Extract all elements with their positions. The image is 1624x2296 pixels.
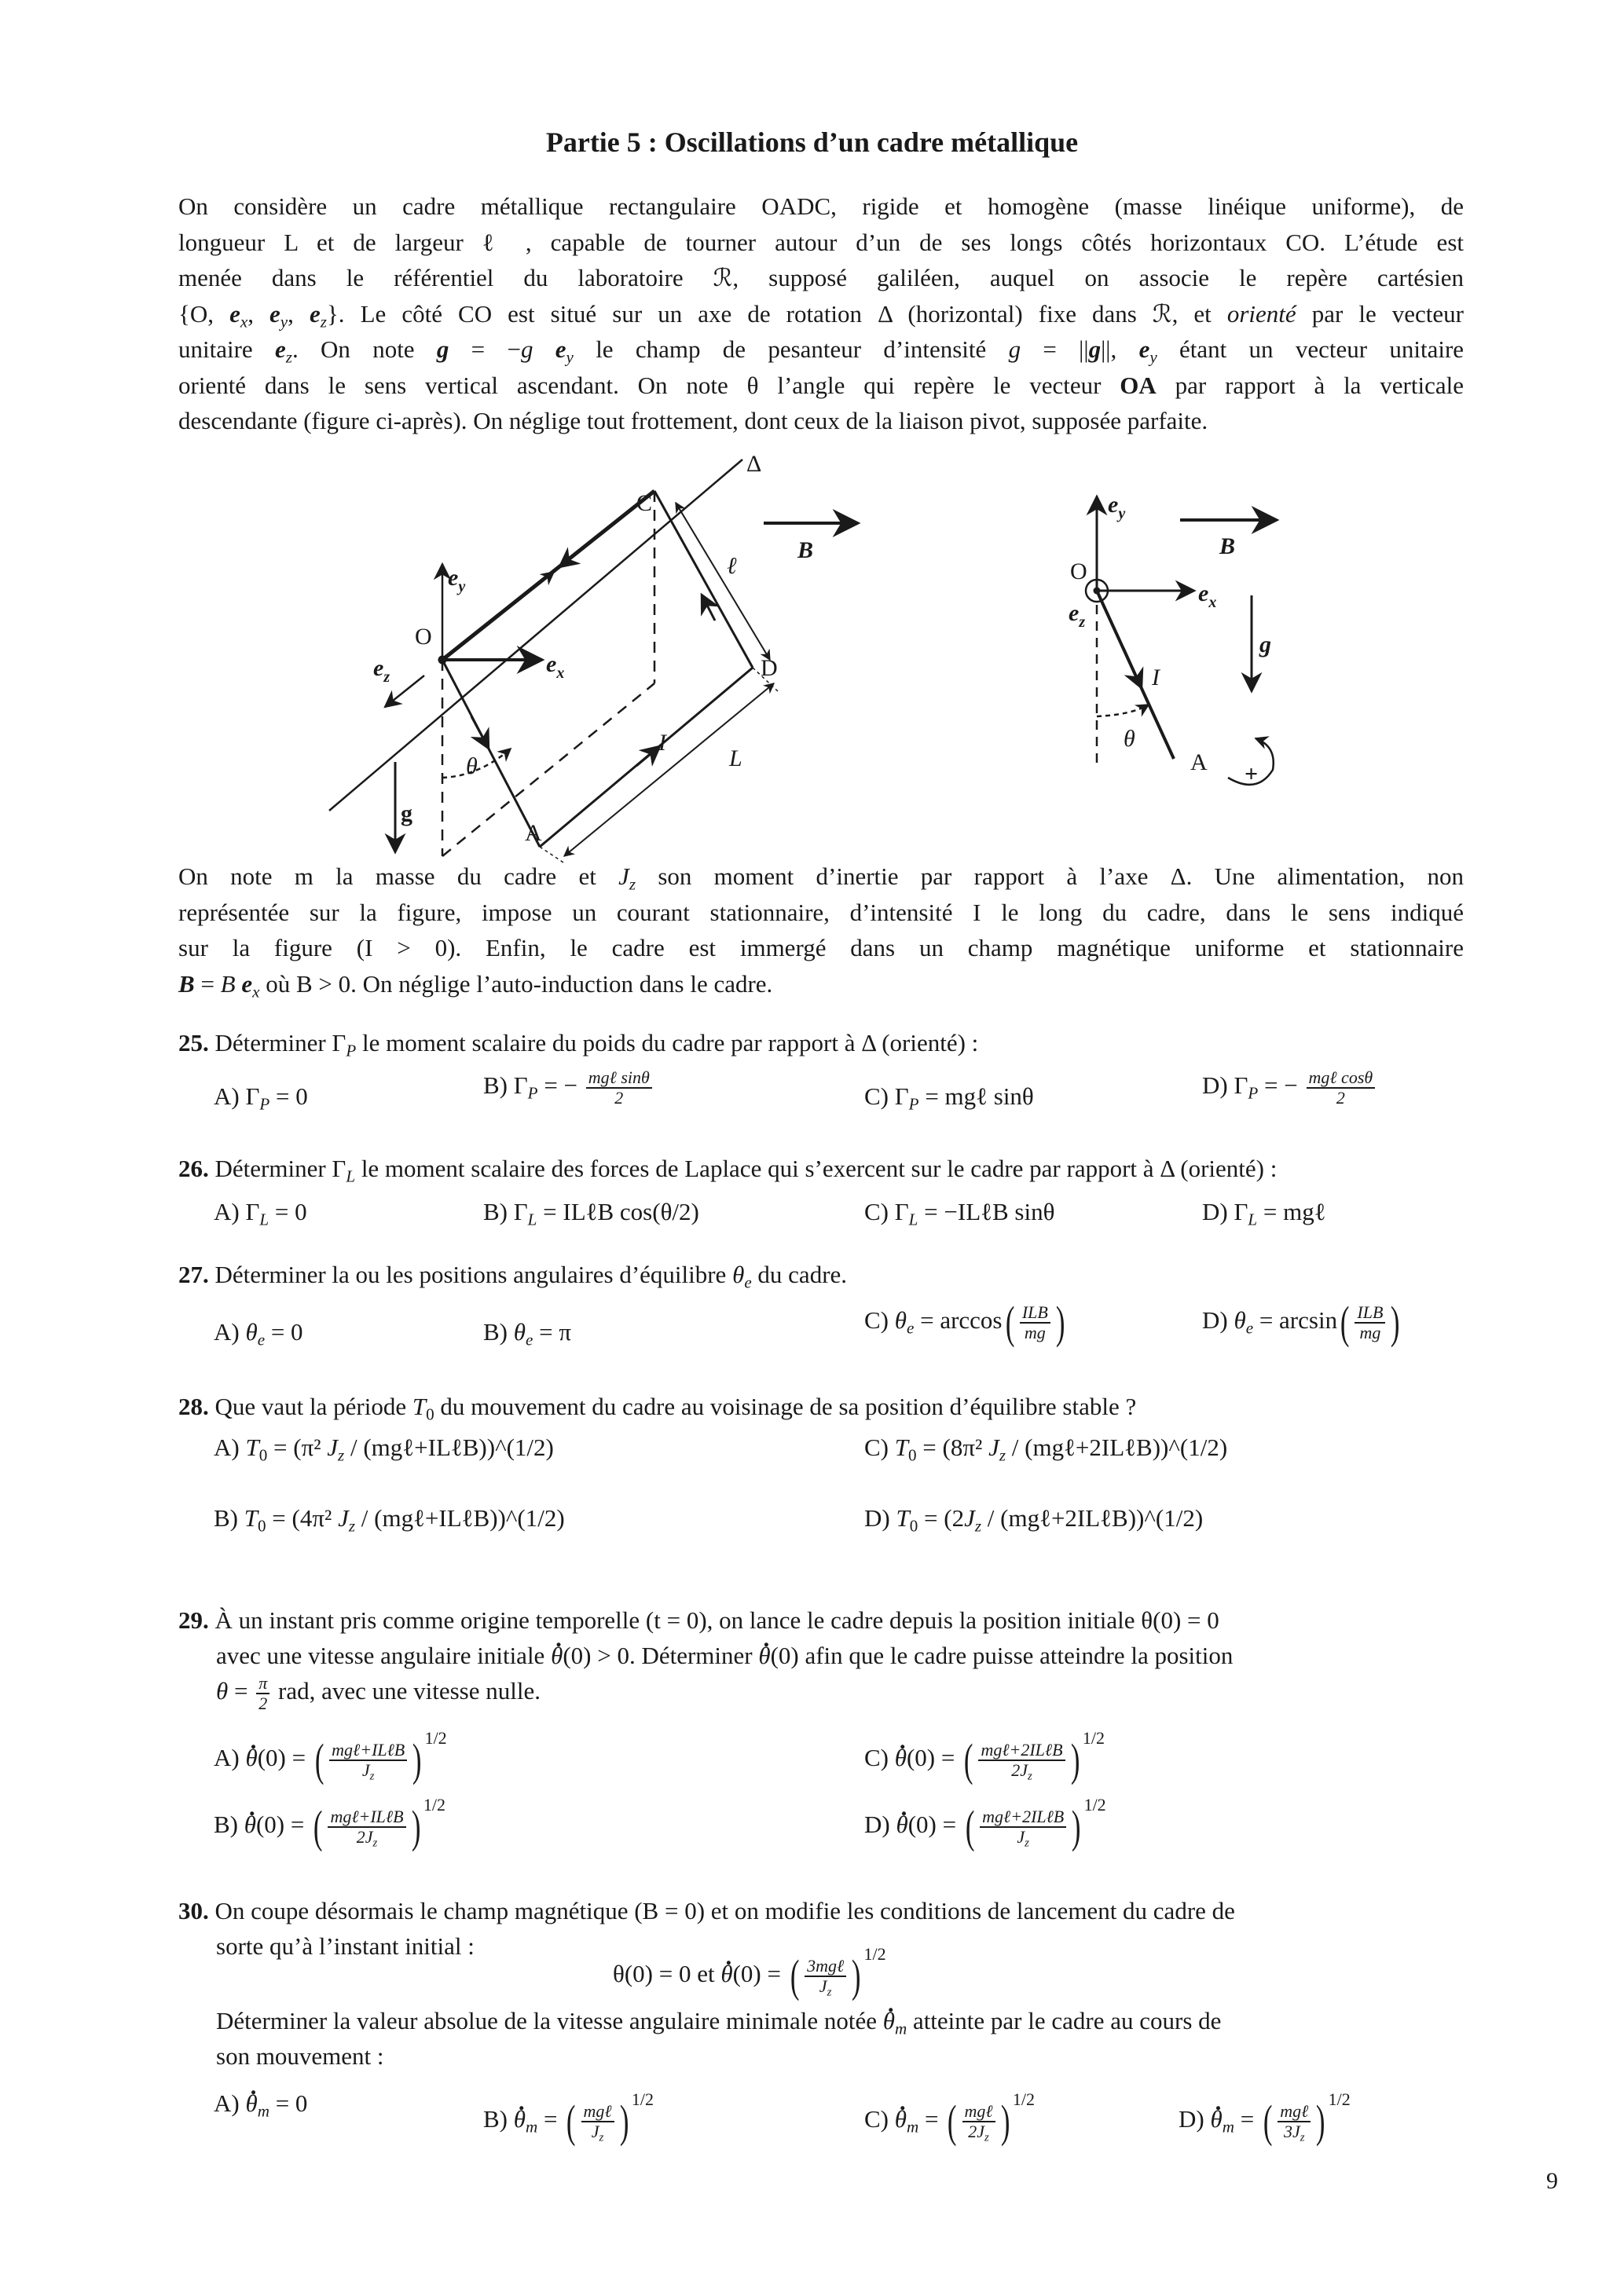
frame-figure — [314, 440, 1336, 864]
option-28-b[interactable]: B) $T_0 = (4\pi^2$ $J_z$ / (mgℓ+ILℓB))^(1/2) — [214, 1504, 565, 1536]
option-25-d[interactable]: D) $\Gamma_P$ = − $\frac{\text{mgℓ cosθ}}{2}$ — [1202, 1068, 1377, 1108]
intro-line: descendante (figure ci-après). On néglige tout frottement, dont ceux de la liaison pivot, supposée parfaite. — [178, 407, 1208, 434]
intro-line: On considère un cadre métallique rectangulaire OADC, rigide et homogène (masse linéique uniforme), de — [178, 192, 1464, 220]
option-27-a[interactable]: A) $\theta_e = 0$ — [214, 1318, 303, 1349]
question-text: Que vaut la période $T_0$ du mouvement du cadre au voisinage de sa position d’équilibre stable ? — [214, 1393, 1137, 1424]
setup-paragraph — [178, 859, 1464, 1002]
section-title: Partie 5 : Oscillations d’un cadre métallique — [545, 126, 1079, 158]
svg-text:A: A — [1190, 749, 1208, 775]
svg-text:ex: $e_x$ — [1198, 580, 1217, 611]
svg-text:I: I — [658, 730, 666, 756]
svg-text:ez: $e_z$ — [1069, 600, 1086, 631]
svg-text:D: D — [761, 655, 778, 681]
svg-text:O: O — [1070, 558, 1087, 584]
page-number: 9 — [1546, 2168, 1558, 2194]
option-27-d[interactable]: D) $\theta_e = \arcsin$( $\frac{\text{ILB}}{mg}$ ) — [1202, 1297, 1400, 1348]
svg-text:C: C — [636, 490, 653, 516]
option-26-a[interactable]: A) $\Gamma_L = 0$ — [214, 1198, 307, 1229]
option-30-a[interactable]: A) . $\theta_m = 0$ — [214, 2089, 307, 2118]
initial-conditions: θ(0) = 0 et . θ(0) = ( $\frac{\text{3mgℓ}}{J_z}$ ) $^{1/2}$ — [613, 1944, 886, 1999]
svg-text:B: B — [1219, 533, 1236, 559]
question-30-cont: Déterminer la valeur absolue de la vitesse angulaire minimale notée . $\theta_m$ atteinte par le cadre au cours de son mouvement : — [178, 2003, 1467, 2074]
right-figure — [1086, 496, 1277, 785]
option-26-b[interactable]: B) $\Gamma_L$ = ILℓB cos(θ/2) — [483, 1198, 699, 1229]
setup-line: B = B $e_x$ où B > 0. On néglige l’auto-induction dans le cadre. — [178, 969, 773, 1001]
svg-text:L: L — [729, 745, 742, 771]
setup-line: sur la figure (I > 0). Enfin, le cadre est immergé dans un champ magnétique uniforme et stationnaire — [178, 934, 1464, 961]
question-29: 29. À un instant pris comme origine temporelle (t = 0), on lance le cadre depuis la position initiale θ(0) = 0 avec une vitesse angulaire initiale . θ(0) > 0. Déterminer . θ(0) afin que le cadre puisse atteindre la position θ = $\frac{\pi}{2}$ rad, avec une vitesse nulle. — [178, 1602, 1467, 1713]
question-text: Déterminer $\Gamma_L$ le moment scalaire des forces de Laplace qui s’exercent sur le cadre par rapport à Δ (orienté) : — [214, 1155, 1278, 1186]
option-26-c[interactable]: C) $\Gamma_L$ = −ILℓB sinθ — [864, 1198, 1055, 1229]
svg-text:ez: $e_z$ — [373, 655, 390, 686]
svg-text:g: g — [1259, 632, 1271, 657]
left-figure-labels — [373, 451, 813, 846]
intro-line: unitaire $e_z$. On note g = −g $e_y$ le champ de pesanteur d’intensité g = ||g||, $e_y$ étant un vecteur unitaire — [178, 335, 1465, 367]
option-25-a[interactable]: A) $\Gamma_P = 0$ — [214, 1082, 308, 1114]
intro-line: menée dans le référentiel du laboratoire ℛ, supposé galiléen, auquel on associe le repère cartésien — [178, 264, 1464, 291]
svg-text:+: + — [1245, 761, 1259, 787]
option-29-a[interactable]: A) . θ(0) = ( $\frac{\text{mgℓ+ILℓB}}{J_z}$ ) $^{1/2}$ — [214, 1728, 447, 1783]
option-27-b[interactable]: B) $\theta_e = \pi$ — [483, 1318, 571, 1349]
question-text: Déterminer $\Gamma_P$ le moment scalaire du poids du cadre par rapport à Δ (orienté) : — [214, 1029, 979, 1060]
question-25: 25. Déterminer $\Gamma_P$ le moment scalaire du poids du cadre par rapport à Δ (orienté) : — [178, 1029, 979, 1060]
option-27-c[interactable]: C) $\theta_e = \arccos$( $\frac{\text{ILB}}{mg}$ ) — [864, 1297, 1065, 1348]
svg-text:A: A — [525, 820, 542, 846]
svg-text:θ: θ — [1124, 726, 1135, 752]
option-30-d[interactable]: D) . $\theta_m$ = ( $\frac{\text{mgℓ}}{3J_z}$ ) $^{1/2}$ — [1179, 2089, 1351, 2144]
option-29-b[interactable]: B) . θ(0) = ( $\frac{\text{mgℓ+ILℓB}}{2J_z}$ ) $^{1/2}$ — [214, 1795, 445, 1850]
intro-line: orienté dans le sens vertical ascendant. On note θ l’angle qui repère le vecteur OA par rapport à la verticale — [178, 371, 1464, 399]
option-29-c[interactable]: C) . θ(0) = ( $\frac{\text{mgℓ+2ILℓB}}{2J_z}$ ) $^{1/2}$ — [864, 1728, 1105, 1783]
svg-text:ey: $e_y$ — [1108, 492, 1126, 522]
question-27: 27. Déterminer la ou les positions angulaires d’équilibre $\theta_e$ du cadre. — [178, 1261, 848, 1292]
intro-line: {O, $e_x$, $e_y$, $e_z$}. Le côté CO est situé sur un axe de rotation Δ (horizontal) fixe dans ℛ, et orienté par le vecteur — [178, 299, 1465, 331]
svg-text:B: B — [797, 537, 814, 563]
question-text: Déterminer la ou les positions angulaires d’équilibre $\theta_e$ du cadre. — [214, 1261, 848, 1292]
option-26-d[interactable]: D) $\Gamma_L$ = mgℓ — [1202, 1198, 1326, 1229]
intro-paragraph — [178, 189, 1464, 439]
intro-line: longueur L et de largeur ℓ , capable de tourner autour d’un de ses longs côtés horizontaux CO. L’étude est — [178, 228, 1464, 256]
option-28-a[interactable]: A) $T_0 = (\pi^2$ $J_z$ / (mgℓ+ILℓB))^(1/2) — [214, 1434, 554, 1465]
svg-text:ℓ: ℓ — [727, 553, 737, 579]
svg-text:ey: $e_y$ — [448, 565, 466, 595]
question-28: 28. Que vaut la période $T_0$ du mouvement du cadre au voisinage de sa position d’équilibre stable ? — [178, 1393, 1137, 1424]
svg-text:g: g — [401, 800, 412, 826]
question-30: 30. On coupe désormais le champ magnétique (B = 0) et on modifie les conditions de lancement du cadre de sorte qu’à l’instant initial : — [178, 1897, 1235, 1960]
setup-line: On note m la masse du cadre et $J_z$ son moment d’inertie par rapport à l’axe Δ. Une alimentation, non — [178, 862, 1464, 894]
option-25-c[interactable]: C) $\Gamma_P$ = mgℓ sinθ — [864, 1082, 1034, 1114]
option-28-d[interactable]: D) $T_0 = (2J_z$ / (mgℓ+2ILℓB))^(1/2) — [864, 1504, 1204, 1536]
setup-line: représentée sur la figure, impose un courant stationnaire, d’intensité I le long du cadre, dans le sens indiqué — [178, 898, 1464, 926]
right-figure-labels — [1069, 492, 1271, 787]
option-30-b[interactable]: B) . $\theta_m$ = ( $\frac{\text{mgℓ}}{J_z}$ ) $^{1/2}$ — [483, 2089, 654, 2144]
option-29-d[interactable]: D) . θ(0) = ( $\frac{\text{mgℓ+2ILℓB}}{J_z}$ ) $^{1/2}$ — [864, 1795, 1106, 1850]
option-28-c[interactable]: C) $T_0 = (8\pi^2$ $J_z$ / (mgℓ+2ILℓB))^(1/2) — [864, 1434, 1228, 1465]
option-30-c[interactable]: C) . $\theta_m$ = ( $\frac{\text{mgℓ}}{2J_z}$ ) $^{1/2}$ — [864, 2089, 1035, 2144]
svg-text:I: I — [1152, 665, 1160, 690]
svg-text:θ: θ — [466, 753, 478, 779]
question-26: 26. Déterminer $\Gamma_L$ le moment scalaire des forces de Laplace qui s’exercent sur le cadre par rapport à Δ (orienté) : — [178, 1155, 1278, 1186]
option-25-b[interactable]: B) $\Gamma_P$ = − $\frac{\text{mgℓ sinθ}}{2}$ — [483, 1068, 654, 1108]
label-delta: Δ — [746, 451, 762, 477]
svg-text:O: O — [415, 624, 432, 650]
svg-text:ex: $e_x$ — [546, 651, 565, 682]
